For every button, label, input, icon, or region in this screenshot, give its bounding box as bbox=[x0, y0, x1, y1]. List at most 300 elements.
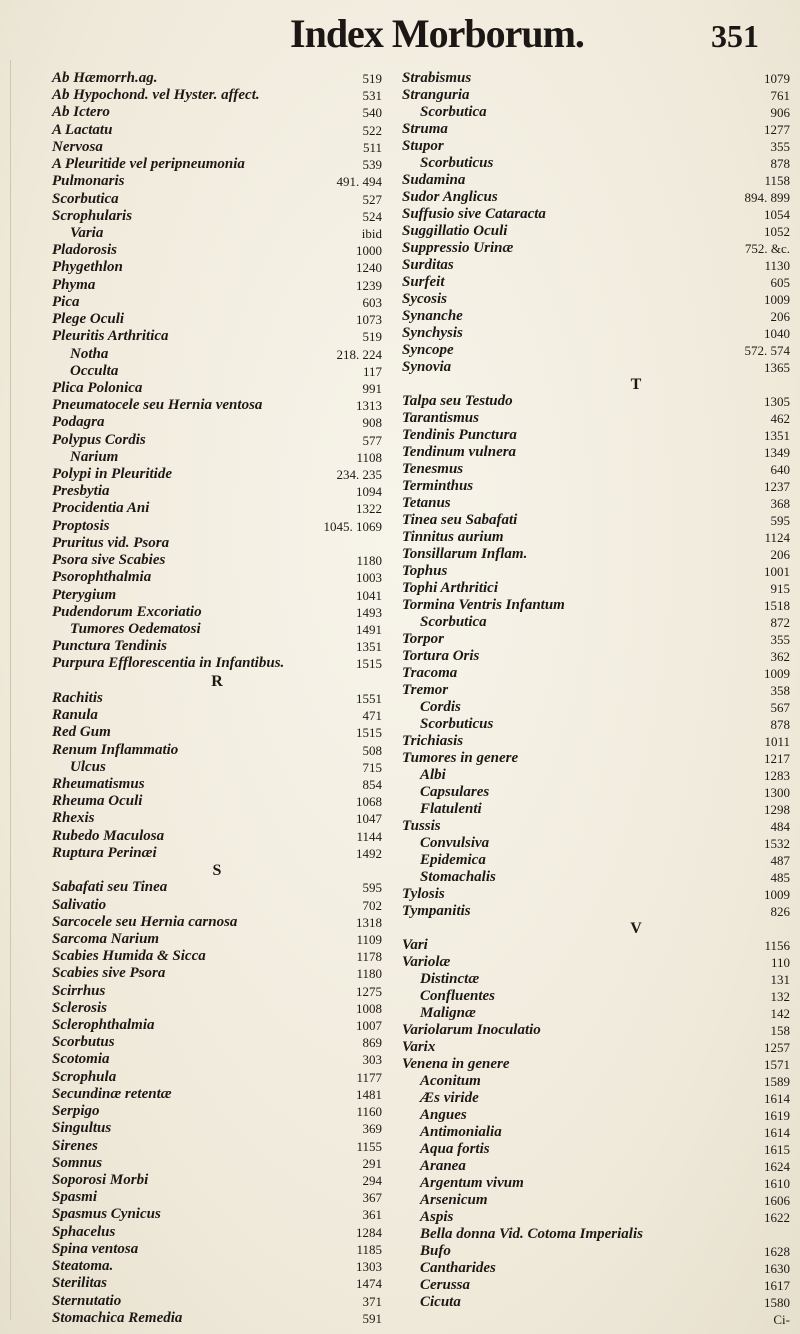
entry-term: Scrophula bbox=[52, 1068, 117, 1085]
entry-page-ref: 1532 bbox=[764, 836, 790, 851]
entry-term: Angues bbox=[420, 1107, 467, 1123]
index-entry bbox=[402, 563, 790, 580]
index-entry bbox=[52, 1172, 382, 1189]
index-entry bbox=[52, 1241, 382, 1258]
entry-term: Cicuta bbox=[420, 1294, 461, 1310]
entry-term: Tetanus bbox=[402, 495, 451, 511]
entry-page-ref: 1217 bbox=[764, 751, 790, 766]
index-entry bbox=[52, 311, 382, 328]
index-entry bbox=[402, 954, 790, 971]
entry-term: Variolæ bbox=[402, 954, 451, 970]
index-entry bbox=[402, 1192, 790, 1209]
entry-term: Cordis bbox=[420, 699, 461, 715]
entry-page-ref: 1493 bbox=[356, 604, 382, 620]
index-entry bbox=[402, 410, 790, 427]
index-entry bbox=[52, 552, 382, 569]
entry-page-ref: 1000 bbox=[356, 243, 382, 259]
index-entry bbox=[402, 427, 790, 444]
index-entry bbox=[402, 1260, 790, 1277]
index-entry bbox=[52, 776, 382, 793]
entry-page-ref: 1349 bbox=[764, 445, 790, 460]
entry-term: Rhexis bbox=[52, 810, 95, 827]
index-entry bbox=[402, 886, 790, 903]
entry-page-ref: 869 bbox=[362, 1035, 382, 1051]
entry-term: Tinea seu Sabafati bbox=[402, 512, 518, 528]
entry-page-ref: 1322 bbox=[356, 501, 382, 517]
index-entry bbox=[52, 414, 382, 431]
entry-term: Serpigo bbox=[52, 1103, 100, 1120]
entry-term: Cerussa bbox=[420, 1277, 471, 1293]
entry-term: Sclerosis bbox=[52, 999, 108, 1016]
index-entry bbox=[52, 638, 382, 655]
index-entry bbox=[402, 1107, 790, 1124]
entry-page-ref: 603 bbox=[362, 294, 382, 310]
index-entry bbox=[402, 988, 790, 1005]
entry-page-ref: 1619 bbox=[764, 1108, 790, 1123]
entry-term: Tylosis bbox=[402, 886, 445, 902]
entry-page-ref: 1277 bbox=[764, 122, 790, 137]
entry-page-ref: 303 bbox=[362, 1052, 382, 1068]
entry-page-ref: 640 bbox=[770, 462, 790, 477]
index-entry bbox=[402, 614, 790, 631]
entry-term: Sarcocele seu Hernia carnosa bbox=[52, 913, 238, 930]
section-letter: S bbox=[212, 862, 222, 880]
index-entry bbox=[52, 466, 382, 483]
index-entry bbox=[402, 359, 790, 376]
page-edge-shadow bbox=[10, 60, 11, 1320]
index-entry bbox=[52, 483, 382, 500]
entry-term: Scorbutus bbox=[52, 1034, 115, 1051]
index-entry bbox=[402, 1039, 790, 1056]
entry-page-ref: 361 bbox=[362, 1207, 382, 1223]
entry-page-ref: 1300 bbox=[764, 785, 790, 800]
index-entry bbox=[52, 1310, 382, 1327]
entry-page-ref: 1491 bbox=[356, 622, 382, 637]
entry-page-ref: 1492 bbox=[356, 845, 382, 861]
entry-page-ref: 234. 235 bbox=[336, 467, 382, 483]
index-entry bbox=[402, 104, 790, 121]
entry-term: Polypi in Pleuritide bbox=[52, 466, 172, 483]
entry-page-ref: 1481 bbox=[356, 1086, 382, 1102]
entry-term: Suffusio sive Cataracta bbox=[402, 206, 546, 222]
entry-page-ref: 752. &c. bbox=[744, 241, 790, 256]
entry-term: Red Gum bbox=[52, 724, 111, 741]
entry-page-ref: 1318 bbox=[356, 914, 382, 930]
entry-term: Phygethlon bbox=[52, 259, 123, 276]
left-index-column bbox=[52, 70, 382, 1327]
entry-term: Surditas bbox=[402, 257, 454, 273]
section-letter: V bbox=[630, 920, 642, 937]
entry-page-ref: 1052 bbox=[764, 224, 790, 239]
entry-term: Tendinum vulnera bbox=[402, 444, 517, 460]
entry-page-ref: 131 bbox=[770, 972, 790, 987]
entry-term: Scorbutica bbox=[52, 190, 119, 207]
entry-page-ref: 878 bbox=[770, 156, 790, 171]
entry-page-ref: 367 bbox=[362, 1190, 382, 1206]
entry-term: Tremor bbox=[402, 682, 449, 698]
index-entry bbox=[52, 518, 382, 535]
index-entry bbox=[402, 478, 790, 495]
index-entry bbox=[52, 346, 382, 363]
entry-term: Pleuritis Arthritica bbox=[52, 328, 169, 345]
index-entry bbox=[52, 1034, 382, 1051]
index-entry bbox=[52, 810, 382, 827]
entry-page-ref: 1068 bbox=[356, 794, 382, 810]
index-entry bbox=[402, 546, 790, 563]
entry-page-ref: 1240 bbox=[356, 260, 382, 276]
entry-term: Podagra bbox=[52, 414, 105, 431]
entry-term: Sternutatio bbox=[52, 1292, 122, 1309]
entry-page-ref: 1628 bbox=[764, 1244, 790, 1259]
index-entry bbox=[52, 363, 382, 380]
index-entry bbox=[402, 1090, 790, 1107]
entry-term: Scorbuticus bbox=[420, 155, 494, 171]
entry-page-ref: 1009 bbox=[764, 666, 790, 681]
index-entry bbox=[52, 965, 382, 982]
entry-term: Procidentia Ani bbox=[52, 500, 150, 517]
entry-term: Stomachica Remedia bbox=[52, 1309, 183, 1326]
entry-term: Tarantismus bbox=[402, 410, 479, 426]
entry-term: Narium bbox=[70, 448, 119, 465]
entry-page-ref: 826 bbox=[770, 904, 790, 919]
index-entry bbox=[402, 206, 790, 223]
index-entry bbox=[402, 597, 790, 614]
entry-page-ref: 567 bbox=[770, 700, 790, 715]
index-entry bbox=[402, 1175, 790, 1192]
entry-page-ref: 1365 bbox=[764, 360, 790, 375]
entry-term: Synchysis bbox=[402, 325, 463, 341]
index-entry bbox=[402, 1277, 790, 1294]
entry-term: Stomachalis bbox=[420, 869, 496, 885]
index-entry bbox=[52, 724, 382, 741]
entry-page-ref: 1515 bbox=[356, 656, 382, 672]
entry-term: Pterygium bbox=[52, 586, 117, 603]
entry-page-ref: 1617 bbox=[764, 1278, 790, 1293]
entry-page-ref: 1007 bbox=[356, 1018, 382, 1034]
entry-term: Varia bbox=[70, 224, 104, 241]
entry-term: Tinnitus aurium bbox=[402, 529, 504, 545]
entry-term: Arsenicum bbox=[420, 1192, 488, 1208]
entry-page-ref: 878 bbox=[770, 717, 790, 732]
entry-page-ref: 1589 bbox=[764, 1074, 790, 1089]
entry-term: Scirrhus bbox=[52, 982, 106, 999]
entry-term: Synovia bbox=[402, 359, 452, 375]
entry-term: Psorophthalmia bbox=[52, 569, 152, 586]
index-entry bbox=[402, 1141, 790, 1158]
index-entry bbox=[402, 342, 790, 359]
index-entry bbox=[402, 716, 790, 733]
entry-term: Plege Oculi bbox=[52, 311, 125, 328]
index-entry bbox=[402, 835, 790, 852]
entry-term: Malignæ bbox=[420, 1005, 476, 1021]
entry-term: Proptosis bbox=[52, 517, 110, 534]
right-index-column bbox=[402, 70, 790, 1328]
entry-term: Salivatio bbox=[52, 896, 107, 913]
index-entry bbox=[402, 121, 790, 138]
entry-term: Stranguria bbox=[402, 87, 470, 103]
section-letter: R bbox=[211, 672, 223, 690]
entry-page-ref: 362 bbox=[770, 649, 790, 664]
entry-page-ref: 531 bbox=[362, 88, 382, 104]
index-entry bbox=[402, 750, 790, 767]
index-entry bbox=[402, 1226, 790, 1243]
entry-term: Tussis bbox=[402, 818, 441, 834]
entry-term: Tumores Oedematosi bbox=[70, 621, 201, 637]
entry-term: Ranula bbox=[52, 707, 98, 724]
index-entry bbox=[52, 1051, 382, 1068]
entry-term: Pladorosis bbox=[52, 242, 118, 259]
entry-term: Confluentes bbox=[420, 988, 496, 1004]
entry-term: A Lactatu bbox=[52, 121, 113, 138]
index-entry bbox=[402, 138, 790, 155]
entry-term: Capsulares bbox=[420, 784, 490, 800]
entry-page-ref: 1108 bbox=[356, 449, 382, 465]
index-entry bbox=[402, 240, 790, 257]
entry-page-ref: 206 bbox=[770, 547, 790, 562]
index-entry bbox=[402, 631, 790, 648]
page-header bbox=[0, 4, 800, 64]
index-entry bbox=[402, 648, 790, 665]
entry-page-ref: 1130 bbox=[764, 258, 790, 273]
entry-page-ref: 487 bbox=[770, 853, 790, 868]
entry-term: Flatulenti bbox=[420, 801, 482, 817]
entry-page-ref: 715 bbox=[362, 759, 382, 775]
index-entry bbox=[52, 156, 382, 173]
index-entry bbox=[52, 380, 382, 397]
entry-page-ref: 1156 bbox=[764, 938, 790, 953]
entry-page-ref: 540 bbox=[362, 105, 382, 121]
entry-page-ref: 524 bbox=[362, 208, 382, 224]
entry-page-ref: 908 bbox=[362, 415, 382, 431]
index-entry bbox=[52, 1000, 382, 1017]
index-entry bbox=[402, 852, 790, 869]
entry-page-ref: 1009 bbox=[764, 887, 790, 902]
entry-term: Pica bbox=[52, 293, 80, 310]
entry-term: Surfeit bbox=[402, 274, 445, 290]
index-entry bbox=[52, 535, 382, 552]
entry-term: Rubedo Maculosa bbox=[52, 827, 165, 844]
index-entry bbox=[52, 500, 382, 517]
entry-term: Æs viride bbox=[420, 1090, 479, 1106]
entry-term: Antimonialia bbox=[420, 1124, 502, 1140]
entry-page-ref: 1571 bbox=[764, 1057, 790, 1072]
entry-term: Nervosa bbox=[52, 138, 103, 155]
entry-page-ref: 158 bbox=[770, 1023, 790, 1038]
index-entry bbox=[52, 1224, 382, 1241]
index-entry bbox=[402, 461, 790, 478]
index-entry bbox=[402, 393, 790, 410]
entry-term: Syncope bbox=[402, 342, 454, 358]
index-entry bbox=[52, 1189, 382, 1206]
entry-page-ref: 1614 bbox=[764, 1125, 790, 1140]
index-entry bbox=[402, 1005, 790, 1022]
entry-term: Rheumatismus bbox=[52, 775, 145, 792]
entry-term: Talpa seu Testudo bbox=[402, 393, 513, 409]
entry-term: Tracoma bbox=[402, 665, 458, 681]
index-entry bbox=[402, 1209, 790, 1226]
index-entry bbox=[402, 801, 790, 818]
entry-term: Aranea bbox=[420, 1158, 466, 1174]
entry-term: Rachitis bbox=[52, 689, 103, 706]
entry-page-ref: 1283 bbox=[764, 768, 790, 783]
entry-page-ref: 915 bbox=[770, 581, 790, 596]
index-entry bbox=[52, 845, 382, 862]
entry-page-ref: 527 bbox=[362, 191, 382, 207]
entry-page-ref: 1351 bbox=[356, 639, 382, 655]
entry-page-ref: 1185 bbox=[356, 1241, 382, 1257]
entry-term: Vari bbox=[402, 937, 428, 953]
entry-term: Tormina Ventris Infantum bbox=[402, 597, 565, 613]
index-entry bbox=[52, 397, 382, 414]
entry-term: Psora sive Scabies bbox=[52, 552, 166, 569]
index-entry bbox=[52, 191, 382, 208]
entry-page-ref: 1001 bbox=[764, 564, 790, 579]
index-entry bbox=[52, 897, 382, 914]
entry-term: Secundinæ retentæ bbox=[52, 1085, 172, 1102]
index-entry bbox=[52, 759, 382, 776]
entry-page-ref: 355 bbox=[770, 139, 790, 154]
entry-term: Tortura Oris bbox=[402, 648, 480, 664]
entry-term: Trichiasis bbox=[402, 733, 464, 749]
index-entry bbox=[52, 1103, 382, 1120]
index-entry bbox=[52, 1086, 382, 1103]
index-entry bbox=[402, 512, 790, 529]
index-entry bbox=[52, 449, 382, 466]
entry-page-ref: 1284 bbox=[356, 1224, 382, 1240]
entry-term: Pulmonaris bbox=[52, 173, 125, 190]
index-entry bbox=[52, 914, 382, 931]
entry-term: Sclerophthalmia bbox=[52, 1017, 155, 1034]
index-entry bbox=[52, 294, 382, 311]
index-entry bbox=[52, 1275, 382, 1292]
entry-page-ref: 1515 bbox=[356, 725, 382, 741]
entry-page-ref: 522 bbox=[362, 122, 382, 138]
entry-term: Polypus Cordis bbox=[52, 431, 146, 448]
index-entry bbox=[402, 784, 790, 801]
entry-term: Suggillatio Oculi bbox=[402, 223, 508, 239]
index-entry bbox=[402, 223, 790, 240]
index-entry bbox=[402, 87, 790, 104]
entry-page-ref: 358 bbox=[770, 683, 790, 698]
index-entry bbox=[402, 1124, 790, 1141]
entry-page-ref: 1298 bbox=[764, 802, 790, 817]
index-entry bbox=[402, 1243, 790, 1260]
entry-page-ref: 854 bbox=[362, 776, 382, 792]
entry-term: Singultus bbox=[52, 1120, 112, 1137]
entry-page-ref: 1551 bbox=[356, 690, 382, 706]
index-entry bbox=[402, 291, 790, 308]
index-entry bbox=[52, 432, 382, 449]
entry-page-ref: 1303 bbox=[356, 1259, 382, 1275]
entry-page-ref: 1094 bbox=[356, 484, 382, 500]
index-entry bbox=[52, 122, 382, 139]
index-entry bbox=[402, 444, 790, 461]
entry-term: Soporosi Morbi bbox=[52, 1172, 149, 1188]
index-entry bbox=[52, 707, 382, 724]
entry-page-ref: 595 bbox=[362, 880, 382, 896]
entry-term: Rheuma Oculi bbox=[52, 793, 143, 810]
entry-term: Cantharides bbox=[420, 1260, 496, 1276]
entry-page-ref: 872 bbox=[770, 615, 790, 630]
entry-term: Sterilitas bbox=[52, 1275, 108, 1292]
entry-term: Spasmus Cynicus bbox=[52, 1206, 161, 1223]
entry-term: Somnus bbox=[52, 1154, 103, 1171]
entry-term: Argentum vivum bbox=[420, 1175, 524, 1191]
index-entry bbox=[52, 1069, 382, 1086]
entry-term: A Pleuritide vel peripneumonia bbox=[52, 156, 245, 173]
index-entry bbox=[52, 828, 382, 845]
entry-page-ref: 1124 bbox=[764, 530, 790, 545]
index-entry bbox=[52, 983, 382, 1000]
entry-term: Pudendorum Excoriatio bbox=[52, 603, 202, 620]
entry-page-ref: 291 bbox=[362, 1155, 382, 1171]
entry-term: Tumores in genere bbox=[402, 750, 519, 766]
entry-term: Epidemica bbox=[420, 852, 486, 868]
entry-page-ref: 1351 bbox=[764, 428, 790, 443]
entry-page-ref: 355 bbox=[770, 632, 790, 647]
entry-term: Tophi Arthritici bbox=[402, 580, 499, 596]
entry-page-ref: 591 bbox=[362, 1310, 382, 1326]
entry-term: Sycosis bbox=[402, 291, 447, 307]
entry-page-ref: 519 bbox=[362, 71, 382, 86]
entry-page-ref: 1158 bbox=[764, 173, 790, 188]
index-entry bbox=[52, 931, 382, 948]
index-entry bbox=[402, 682, 790, 699]
entry-term: Convulsiva bbox=[420, 835, 490, 851]
entry-term: Sarcoma Narium bbox=[52, 930, 160, 947]
index-entry bbox=[402, 818, 790, 835]
entry-term: Occulta bbox=[70, 362, 119, 379]
index-entry bbox=[52, 1120, 382, 1137]
entry-term: Notha bbox=[70, 345, 109, 362]
entry-term: Torpor bbox=[402, 631, 444, 647]
index-entry bbox=[402, 172, 790, 189]
entry-term: Aspis bbox=[420, 1209, 454, 1225]
entry-page-ref: 605 bbox=[770, 275, 790, 290]
index-entry bbox=[52, 259, 382, 276]
entry-page-ref: 218. 224 bbox=[336, 346, 382, 362]
entry-page-ref: 368 bbox=[770, 496, 790, 511]
entry-page-ref: 1054 bbox=[764, 207, 790, 222]
entry-page-ref: 462 bbox=[770, 411, 790, 426]
index-entry bbox=[402, 1056, 790, 1073]
index-entry bbox=[52, 328, 382, 345]
entry-page-ref: 132 bbox=[770, 989, 790, 1004]
index-entry bbox=[52, 587, 382, 604]
entry-page-ref: ibid bbox=[361, 225, 382, 241]
entry-page-ref: 539 bbox=[362, 157, 382, 173]
entry-term: Tendinis Punctura bbox=[402, 427, 517, 443]
index-entry bbox=[402, 1158, 790, 1175]
index-entry bbox=[52, 173, 382, 190]
entry-term: Bufo bbox=[420, 1243, 451, 1259]
entry-term: Scrophularis bbox=[52, 207, 133, 224]
entry-page-ref: 1160 bbox=[356, 1104, 382, 1120]
entry-page-ref: 519 bbox=[362, 329, 382, 345]
entry-term: Stupor bbox=[402, 138, 444, 154]
entry-page-ref: 1622 bbox=[764, 1210, 790, 1225]
index-entry bbox=[52, 277, 382, 294]
entry-page-ref: 1040 bbox=[764, 326, 790, 341]
entry-page-ref: 1313 bbox=[356, 398, 382, 414]
index-entry bbox=[52, 793, 382, 810]
entry-term: Sirenes bbox=[52, 1137, 98, 1154]
index-entry bbox=[52, 742, 382, 759]
entry-page-ref: 1237 bbox=[764, 479, 790, 494]
entry-page-ref: 1011 bbox=[764, 734, 790, 749]
entry-term: Spasmi bbox=[52, 1189, 98, 1206]
index-entry bbox=[402, 529, 790, 546]
